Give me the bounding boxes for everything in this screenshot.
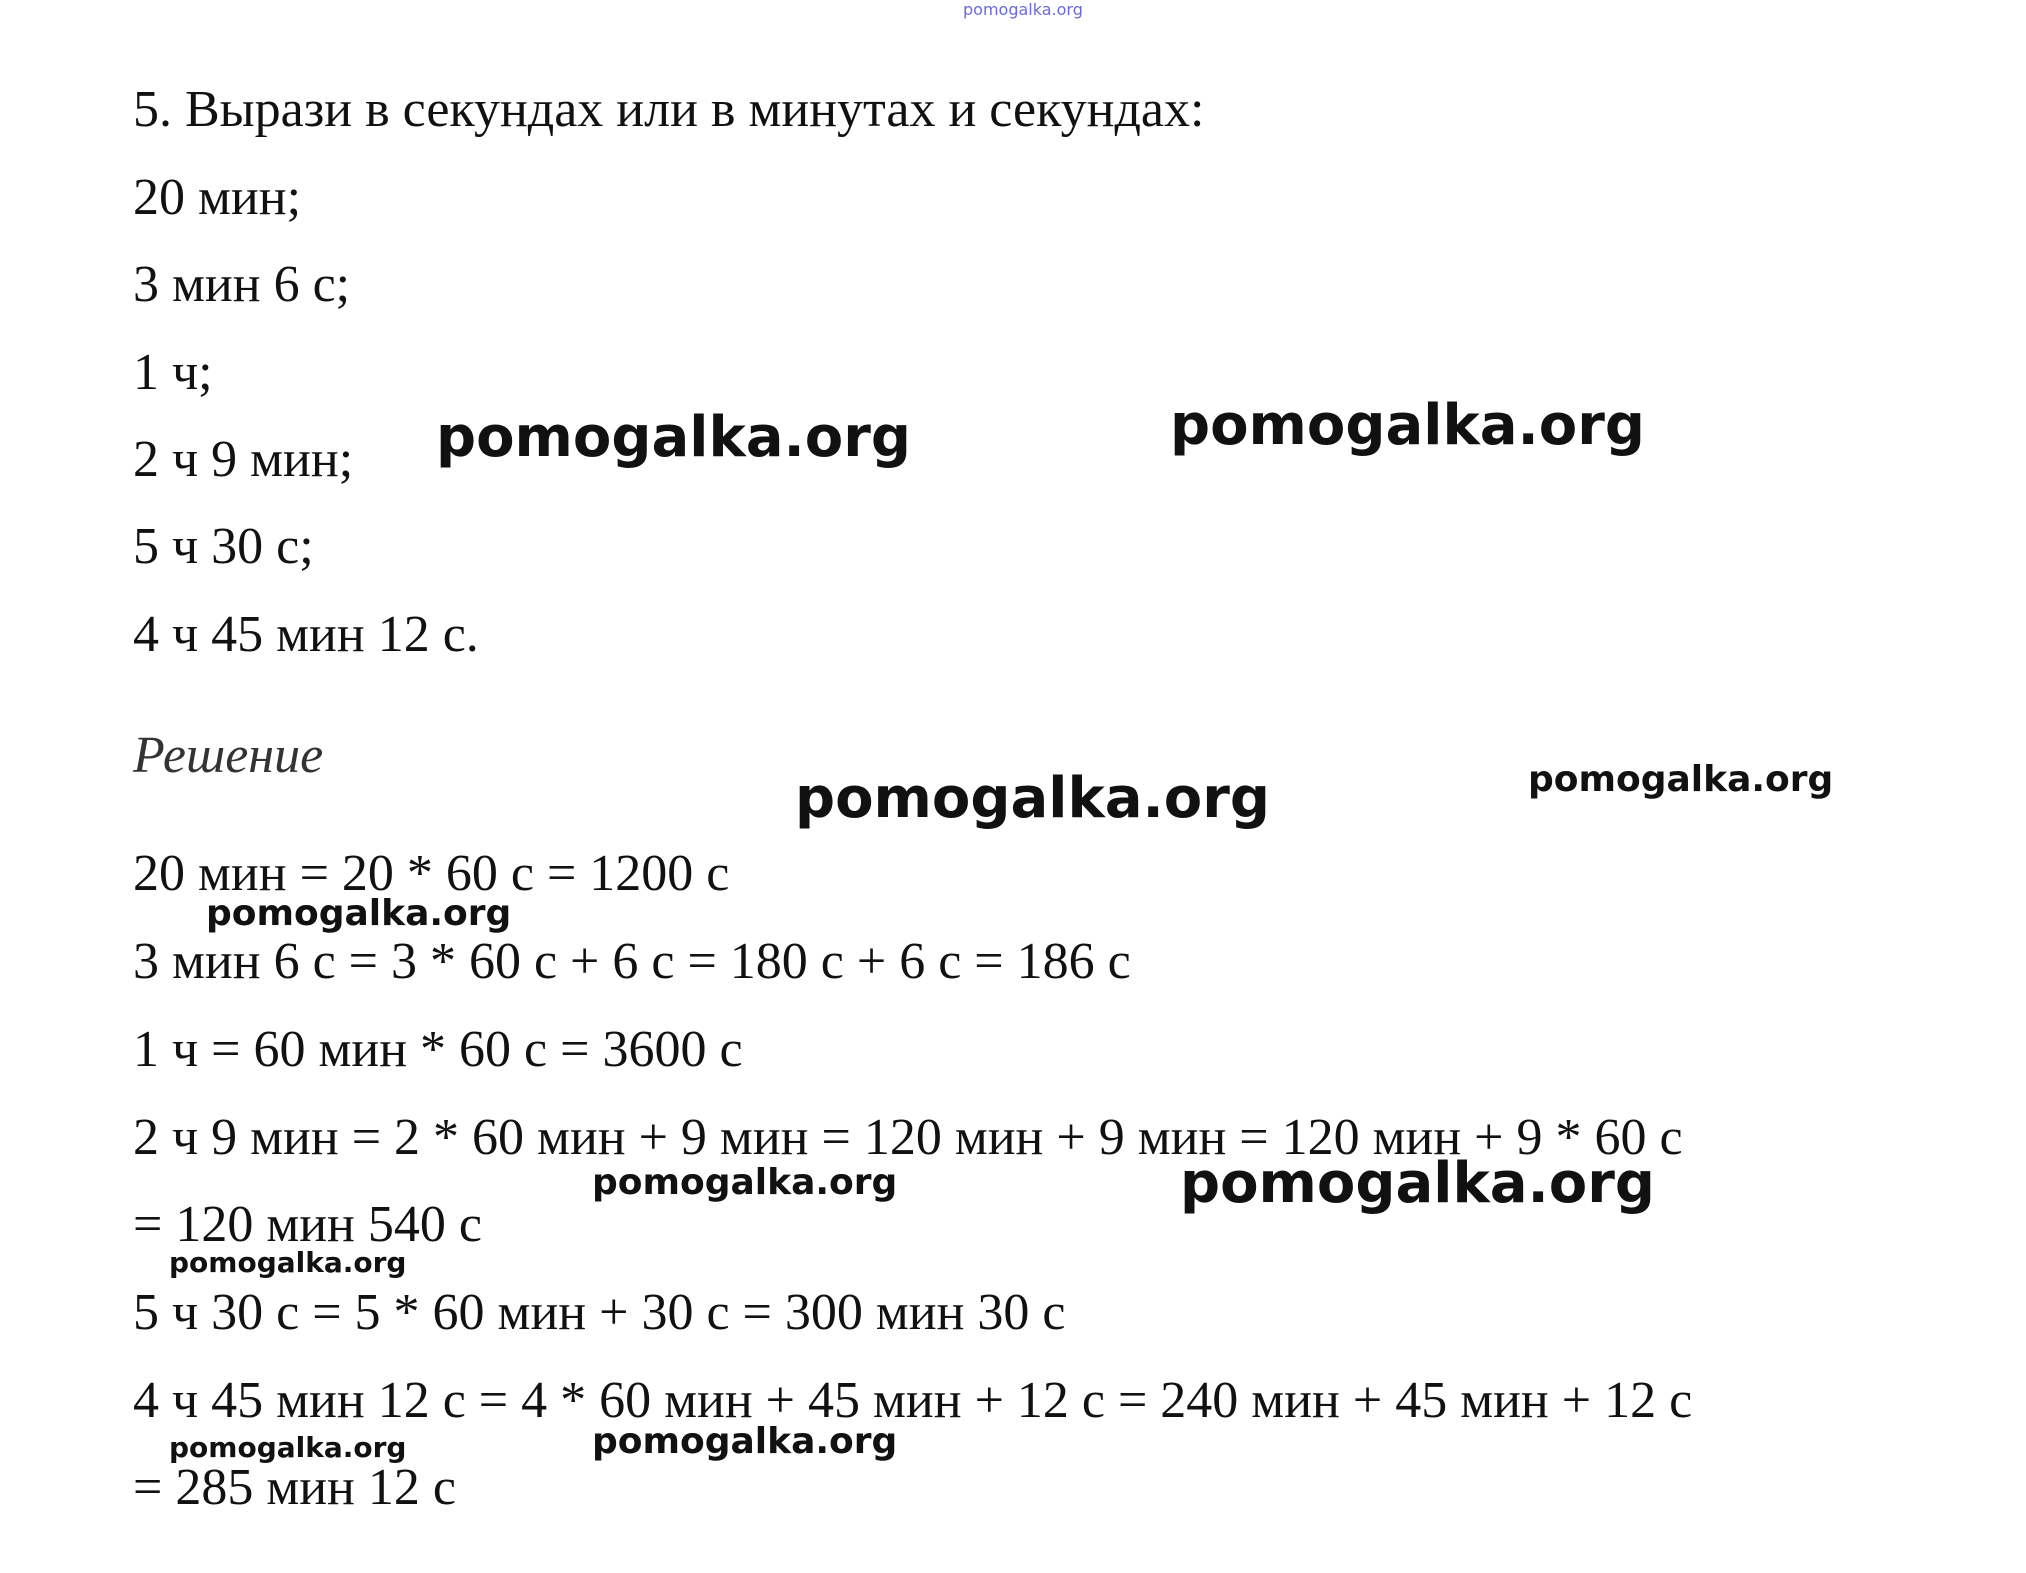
watermark: pomogalka.org: [1528, 759, 1834, 800]
solution-line: 4 ч 45 мин 12 с = 4 * 60 мин + 45 мин + 12 с = 240 мин + 45 мин + 12 с: [133, 1372, 1693, 1429]
solution-heading: Решение: [133, 727, 324, 784]
solution-line: = 120 мин 540 с: [133, 1196, 482, 1253]
task-item: 3 мин 6 с;: [133, 256, 351, 313]
watermark: pomogalka.org: [592, 1421, 898, 1462]
task-title: 5. Вырази в секундах или в минутах и секундах:: [133, 81, 1205, 138]
task-item: 1 ч;: [133, 344, 213, 401]
solution-line: 3 мин 6 с = 3 * 60 с + 6 с = 180 с + 6 с = 186 с: [133, 933, 1131, 990]
watermark: pomogalka.org: [795, 766, 1270, 831]
task-item: 4 ч 45 мин 12 с.: [133, 606, 479, 663]
watermark: pomogalka.org: [169, 1431, 407, 1464]
watermark: pomogalka.org: [592, 1162, 898, 1203]
task-item: 5 ч 30 с;: [133, 518, 314, 575]
solution-line: = 285 мин 12 с: [133, 1459, 456, 1516]
solution-line: 20 мин = 20 * 60 с = 1200 с: [133, 845, 730, 902]
header-watermark: pomogalka.org: [963, 0, 1083, 19]
watermark: pomogalka.org: [1170, 393, 1645, 458]
watermark: pomogalka.org: [1180, 1151, 1655, 1216]
watermark: pomogalka.org: [169, 1246, 407, 1279]
solution-line: 1 ч = 60 мин * 60 с = 3600 с: [133, 1021, 743, 1078]
task-item: 20 мин;: [133, 169, 302, 226]
watermark: pomogalka.org: [206, 893, 512, 934]
watermark: pomogalka.org: [436, 405, 911, 470]
task-item: 2 ч 9 мин;: [133, 431, 354, 488]
solution-line: 5 ч 30 с = 5 * 60 мин + 30 с = 300 мин 30 с: [133, 1284, 1066, 1341]
solution-line: 2 ч 9 мин = 2 * 60 мин + 9 мин = 120 мин + 9 мин = 120 мин + 9 * 60 с: [133, 1109, 1683, 1166]
